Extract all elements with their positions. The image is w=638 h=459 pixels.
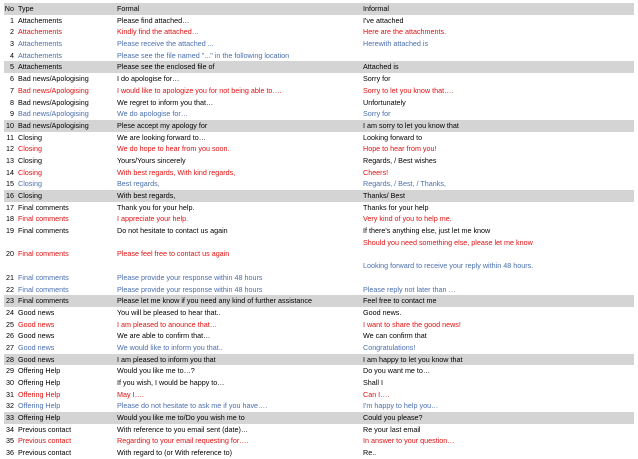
row-formal: May I….	[117, 389, 144, 399]
row-formal: Please provide your response within 48 hours	[117, 284, 263, 294]
row-type: Final comments	[18, 284, 69, 294]
row-type: Closing	[18, 179, 42, 189]
row-formal: With reference to you email sent (date)…	[117, 424, 249, 434]
row-formal: Would you like me to/Do you wish me to	[117, 413, 245, 423]
row-type: Offering Help	[18, 378, 61, 388]
row-informal: Do you want me to…	[363, 366, 431, 376]
table-row	[4, 155, 634, 167]
row-type: Closing	[18, 155, 42, 165]
row-number: 15	[6, 179, 14, 189]
row-type: Good news	[18, 307, 55, 317]
row-number: 30	[6, 378, 14, 388]
row-formal: You will be pleased to hear that..	[117, 307, 221, 317]
row-type: Bad news/Apologising	[18, 120, 89, 130]
row-informal: I am happy to let you know that	[363, 354, 463, 364]
row-informal: Herewith attached is	[363, 39, 429, 49]
row-informal: Looking forward to	[363, 132, 423, 142]
row-number: 5	[10, 62, 14, 72]
row-informal: Should you need something else, please let me know	[363, 237, 533, 247]
row-formal: Please feel free to contact us again	[117, 249, 230, 259]
row-number: 7	[10, 85, 14, 95]
row-number: 29	[6, 366, 14, 376]
row-type: Good news	[18, 342, 55, 352]
table-row	[4, 342, 634, 354]
row-formal: I am pleased to inform you that	[117, 354, 216, 364]
row-formal: We are looking forward to…	[117, 132, 206, 142]
row-informal: Hope to hear from you!	[363, 144, 437, 154]
row-formal: We regret to inform you that…	[117, 97, 214, 107]
row-type: Offering Help	[18, 389, 61, 399]
row-informal: Looking forward to receive your reply within 48 hours.	[363, 261, 534, 271]
row-informal: Sorry for	[363, 74, 391, 84]
table-row	[4, 143, 634, 155]
row-type: Final comments	[18, 214, 69, 224]
row-formal: Please find attached…	[117, 15, 190, 25]
row-formal: With best regards, With kind regards,	[117, 167, 236, 177]
row-number: 25	[6, 319, 14, 329]
row-informal: If there's anything else, just let me know	[363, 226, 491, 236]
row-number: 10	[6, 120, 14, 130]
row-informal: Attached is	[363, 62, 399, 72]
row-type: Bad news/Apologising	[18, 74, 89, 84]
table-row	[4, 167, 634, 179]
row-type: Attachements	[18, 62, 62, 72]
table-row	[4, 108, 634, 120]
row-informal: Cheers!	[363, 167, 389, 177]
row-informal: Can I….	[363, 389, 390, 399]
row-informal: Re..	[363, 448, 377, 458]
table-row	[4, 237, 634, 260]
row-informal: I'm happy to help you…	[363, 401, 439, 411]
row-formal: Thank you for your help.	[117, 202, 195, 212]
table-row	[4, 73, 634, 85]
row-type: Closing	[18, 132, 42, 142]
table-row	[4, 295, 634, 307]
row-formal: Please see the enclosed file of	[117, 62, 215, 72]
row-number: 21	[6, 272, 14, 282]
table-row	[4, 225, 634, 237]
row-number: 14	[6, 167, 14, 177]
row-informal: Feel free to contact me	[363, 296, 437, 306]
row-type: Good news	[18, 354, 55, 364]
table-row	[4, 85, 634, 97]
row-formal: We would like to inform you that..	[117, 342, 223, 352]
table-row	[4, 132, 634, 144]
row-type: Good news	[18, 331, 55, 341]
row-type: Closing	[18, 191, 42, 200]
table-row	[4, 260, 634, 283]
row-number: 8	[10, 97, 14, 107]
table-row	[4, 424, 634, 436]
row-type: Bad news/Apologising	[18, 109, 89, 119]
table-row	[4, 330, 634, 342]
row-type: Offering Help	[18, 366, 61, 376]
row-number: 26	[6, 331, 14, 341]
row-type: Final comments	[18, 249, 69, 259]
row-formal: Please let me know if you need any kind of further assistance	[117, 296, 312, 306]
row-number: 12	[6, 144, 14, 154]
row-informal: Thanks/ Best	[363, 191, 405, 200]
table-row	[4, 61, 634, 73]
table-row	[4, 284, 634, 296]
table-row	[4, 412, 634, 424]
row-informal: I want to share the good news!	[363, 319, 461, 329]
row-number: 11	[6, 132, 14, 142]
row-formal: Please provide your response within 48 hours	[117, 272, 263, 282]
row-formal: I appreciate your help.	[117, 214, 189, 224]
row-formal: Yours/Yours sincerely	[117, 155, 186, 165]
row-informal: Unfortunately	[363, 97, 406, 107]
row-number: 34	[6, 424, 14, 434]
row-number: 23	[6, 296, 14, 306]
table-row	[4, 213, 634, 225]
row-number: 22	[6, 284, 14, 294]
table-row	[4, 38, 634, 50]
row-number: 36	[6, 448, 14, 458]
row-formal: Please see the file named "..." in the following location	[117, 50, 290, 60]
row-number: 13	[6, 155, 14, 165]
row-type: Closing	[18, 144, 42, 154]
row-formal: Plese accept my apology for	[117, 120, 208, 130]
row-informal: Re your last email	[363, 424, 421, 434]
row-informal: I am sorry to let you know that	[363, 120, 459, 130]
row-informal	[363, 50, 634, 62]
row-formal: We are able to confirm that…	[117, 331, 211, 341]
header-no: No	[4, 4, 14, 13]
row-number: 20	[6, 249, 14, 259]
row-informal: Could you please?	[363, 413, 423, 423]
table-row	[4, 319, 634, 331]
row-formal: Would you like me to…?	[117, 366, 195, 376]
table-row	[4, 202, 634, 214]
row-number: 19	[6, 226, 14, 236]
row-type: Good news	[18, 319, 55, 329]
row-number: 32	[6, 401, 14, 411]
row-number: 1	[10, 15, 14, 25]
row-type: Previous contact	[18, 424, 72, 434]
row-number: 17	[6, 202, 14, 212]
row-formal: Kindly find the attached…	[117, 27, 199, 37]
row-informal: In answer to your question…	[363, 436, 455, 446]
header-formal: Formal	[117, 4, 140, 13]
row-formal: Please do not hesitate to ask me if you have….	[117, 401, 268, 411]
row-number: 16	[6, 191, 14, 200]
row-number: 33	[6, 413, 14, 423]
row-number: 6	[10, 74, 14, 84]
row-formal: Regarding to your email requesting for….	[117, 436, 249, 446]
row-formal: I would like to apologize you for not being able to….	[117, 85, 282, 95]
table-header	[4, 3, 634, 15]
row-number: 24	[6, 307, 14, 317]
row-number: 4	[10, 50, 14, 60]
row-type: Final comments	[18, 272, 69, 282]
table-row	[4, 26, 634, 38]
table-row	[4, 190, 634, 202]
row-informal: Here are the attachments.	[363, 27, 447, 37]
row-type: Final comments	[18, 202, 69, 212]
row-type: Bad news/Apologising	[18, 97, 89, 107]
row-informal: Sorry to let you know that….	[363, 85, 454, 95]
row-informal: Regards, / Best, / Thanks,	[363, 179, 446, 189]
row-type: Offering Help	[18, 401, 61, 411]
row-formal: Do not hesitate to contact us again	[117, 226, 228, 236]
row-formal: If you wish, I would be happy to…	[117, 378, 225, 388]
row-type: Previous contact	[18, 436, 72, 446]
row-type: Attachements	[18, 39, 62, 49]
table-row	[4, 97, 634, 109]
table-row	[4, 178, 634, 190]
table-row	[4, 307, 634, 319]
row-type: Attachements	[18, 15, 62, 25]
row-informal: Very kind of you to help me.	[363, 214, 452, 224]
table-row	[4, 354, 634, 366]
row-type: Previous contact	[18, 448, 72, 458]
table-row	[4, 435, 634, 447]
row-formal: Best regards,	[117, 179, 160, 189]
row-type: Bad news/Apologising	[18, 85, 89, 95]
row-number: 2	[10, 27, 14, 37]
row-informal: Good news.	[363, 307, 402, 317]
row-type: Attachements	[18, 50, 62, 60]
table-body	[4, 15, 634, 459]
header-informal: Informal	[363, 4, 389, 13]
table-row	[4, 447, 634, 459]
row-type: Final comments	[18, 226, 69, 236]
row-number: 3	[10, 39, 14, 49]
row-formal: I am pleased to anounce that…	[117, 319, 217, 329]
row-type: Final comments	[18, 296, 69, 306]
row-informal: Shall I	[363, 378, 383, 388]
row-informal: Regards, / Best wishes	[363, 155, 437, 165]
table-row	[4, 377, 634, 389]
row-formal: We do apologise for…	[117, 109, 188, 119]
row-number: 27	[6, 342, 14, 352]
row-informal: Please reply not later than …	[363, 284, 456, 294]
header-type: Type	[18, 4, 34, 13]
row-informal: I've attached	[363, 15, 404, 25]
row-number: 28	[6, 354, 14, 364]
row-formal: With regard to (or With reference to)	[117, 448, 233, 458]
row-informal: Sorry for	[363, 109, 391, 119]
table-row	[4, 400, 634, 412]
row-number: 9	[10, 109, 14, 119]
phrase-table	[4, 3, 634, 459]
row-number: 31	[6, 389, 14, 399]
table-row	[4, 120, 634, 132]
table-row	[4, 365, 634, 377]
row-formal: With best regards,	[117, 191, 176, 200]
row-formal: Please receive the attached ...	[117, 39, 214, 49]
row-number: 18	[6, 214, 14, 224]
row-informal: Thanks for your help	[363, 202, 429, 212]
row-informal: We can confirm that	[363, 331, 427, 341]
row-formal: I do apologise for…	[117, 74, 180, 84]
row-type: Offering Help	[18, 413, 61, 423]
row-informal: Congratulations!	[363, 342, 416, 352]
row-formal: We do hope to hear from you soon.	[117, 144, 230, 154]
table-row	[4, 389, 634, 401]
row-number: 35	[6, 436, 14, 446]
row-type: Closing	[18, 167, 42, 177]
row-type: Attachements	[18, 27, 62, 37]
table-row	[4, 15, 634, 27]
table-row	[4, 50, 634, 62]
